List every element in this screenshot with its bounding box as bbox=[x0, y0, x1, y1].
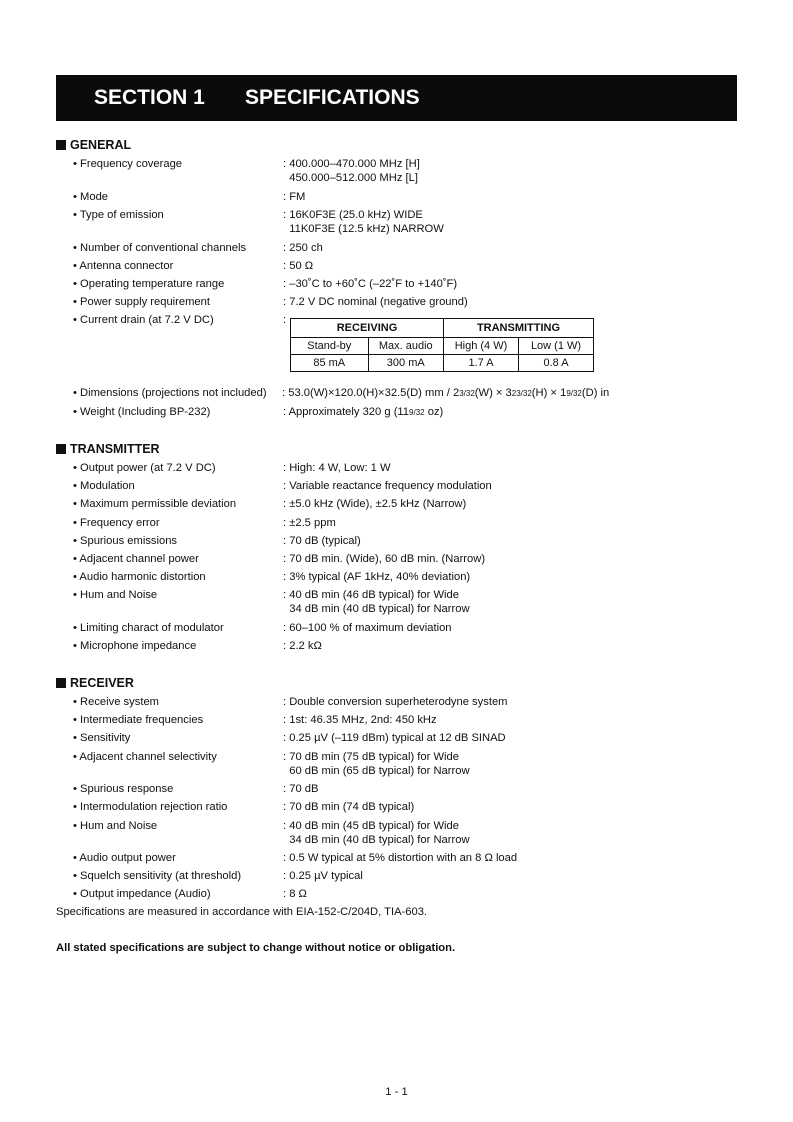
receiver-heading: RECEIVER bbox=[56, 676, 134, 690]
table-cell: 0.8 A bbox=[519, 355, 594, 372]
table-col-header: Stand-by bbox=[291, 338, 369, 355]
table-cell: 85 mA bbox=[291, 355, 369, 372]
square-bullet-icon bbox=[56, 140, 66, 150]
section-number: SECTION 1 bbox=[94, 86, 205, 109]
transmitter-heading: TRANSMITTER bbox=[56, 442, 160, 456]
section-header-bar bbox=[56, 75, 737, 121]
table-cell: 300 mA bbox=[368, 355, 444, 372]
current-drain-table bbox=[290, 318, 594, 372]
table-group-header: RECEIVING bbox=[291, 319, 444, 338]
general-heading: GENERAL bbox=[56, 138, 131, 152]
square-bullet-icon bbox=[56, 678, 66, 688]
table-col-header: Max. audio bbox=[368, 338, 444, 355]
section-title: SPECIFICATIONS bbox=[245, 86, 420, 109]
square-bullet-icon bbox=[56, 444, 66, 454]
table-col-header: High (4 W) bbox=[444, 338, 519, 355]
table-cell: 1.7 A bbox=[444, 355, 519, 372]
page-number: 1 - 1 bbox=[385, 1086, 408, 1098]
table-group-header: TRANSMITTING bbox=[444, 319, 594, 338]
table-col-header: Low (1 W) bbox=[519, 338, 594, 355]
footnote: Specifications are measured in accordance with EIA-152-C/204D, TIA-603. bbox=[56, 906, 428, 918]
disclaimer: All stated specifications are subject to change without notice or obligation. bbox=[56, 942, 456, 954]
